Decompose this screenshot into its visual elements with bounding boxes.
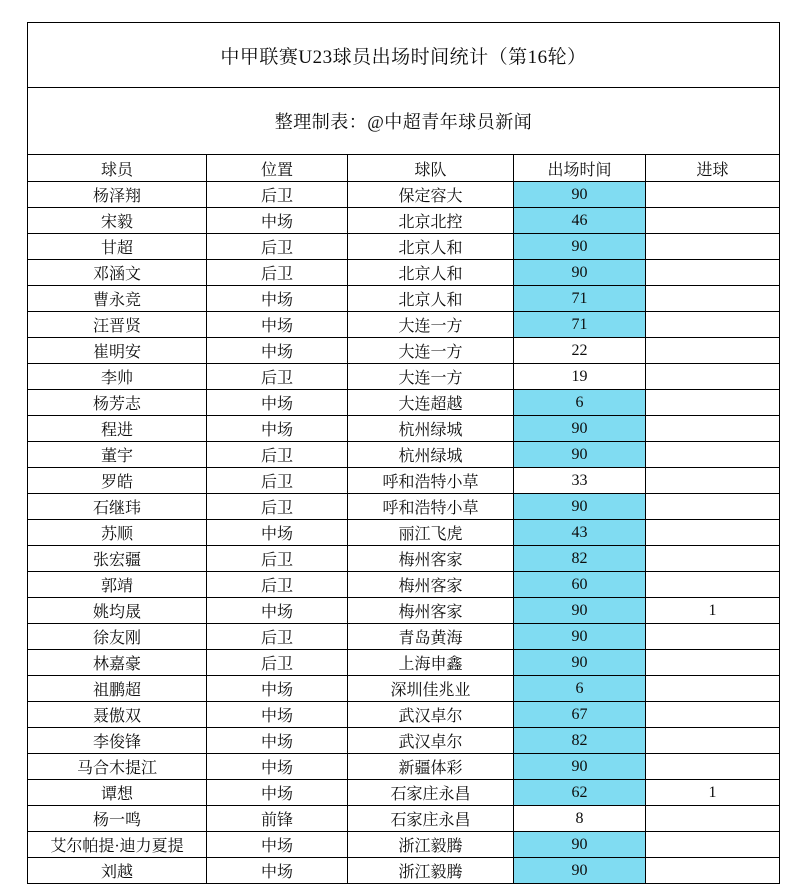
cell-player: 罗皓	[28, 468, 207, 494]
table-header-row	[28, 155, 780, 182]
cell-team: 武汉卓尔	[348, 702, 514, 728]
cell-position: 后卫	[207, 572, 348, 598]
cell-position: 中场	[207, 676, 348, 702]
cell-team: 梅州客家	[348, 598, 514, 624]
table-row	[28, 780, 780, 806]
cell-goals: 1	[646, 780, 780, 806]
cell-player: 杨一鸣	[28, 806, 207, 832]
cell-position: 后卫	[207, 442, 348, 468]
cell-player: 祖鹏超	[28, 676, 207, 702]
cell-minutes: 90	[514, 754, 646, 780]
cell-position: 后卫	[207, 494, 348, 520]
cell-minutes: 90	[514, 624, 646, 650]
title-row	[28, 23, 780, 88]
cell-minutes: 90	[514, 858, 646, 884]
cell-goals	[646, 806, 780, 832]
cell-position: 后卫	[207, 546, 348, 572]
table-row	[28, 416, 780, 442]
cell-team: 丽江飞虎	[348, 520, 514, 546]
cell-position: 中场	[207, 754, 348, 780]
cell-minutes: 43	[514, 520, 646, 546]
cell-team: 青岛黄海	[348, 624, 514, 650]
column-header-minutes: 出场时间	[514, 155, 646, 182]
table-row	[28, 390, 780, 416]
cell-goals	[646, 546, 780, 572]
cell-minutes: 71	[514, 286, 646, 312]
cell-player: 谭想	[28, 780, 207, 806]
cell-minutes: 46	[514, 208, 646, 234]
cell-player: 汪晋贤	[28, 312, 207, 338]
cell-goals	[646, 832, 780, 858]
column-header-goals: 进球	[646, 155, 780, 182]
table-row	[28, 312, 780, 338]
cell-player: 姚均晟	[28, 598, 207, 624]
cell-minutes: 90	[514, 442, 646, 468]
table-row	[28, 650, 780, 676]
cell-minutes: 90	[514, 650, 646, 676]
cell-team: 北京北控	[348, 208, 514, 234]
cell-team: 梅州客家	[348, 546, 514, 572]
cell-position: 后卫	[207, 260, 348, 286]
cell-position: 后卫	[207, 182, 348, 208]
cell-position: 后卫	[207, 624, 348, 650]
cell-team: 大连一方	[348, 364, 514, 390]
cell-minutes: 90	[514, 494, 646, 520]
cell-position: 中场	[207, 416, 348, 442]
cell-position: 中场	[207, 338, 348, 364]
cell-minutes: 90	[514, 182, 646, 208]
cell-team: 杭州绿城	[348, 442, 514, 468]
cell-position: 后卫	[207, 234, 348, 260]
cell-position: 中场	[207, 312, 348, 338]
cell-team: 武汉卓尔	[348, 728, 514, 754]
cell-minutes: 90	[514, 416, 646, 442]
cell-goals	[646, 520, 780, 546]
cell-team: 石家庄永昌	[348, 780, 514, 806]
cell-minutes: 67	[514, 702, 646, 728]
cell-position: 中场	[207, 832, 348, 858]
cell-goals	[646, 624, 780, 650]
table-row	[28, 338, 780, 364]
table-row	[28, 208, 780, 234]
cell-position: 中场	[207, 780, 348, 806]
cell-goals	[646, 312, 780, 338]
table-row	[28, 806, 780, 832]
cell-position: 中场	[207, 286, 348, 312]
statistics-sheet	[27, 22, 779, 884]
cell-team: 浙江毅腾	[348, 832, 514, 858]
cell-goals	[646, 234, 780, 260]
cell-goals	[646, 650, 780, 676]
cell-minutes: 82	[514, 728, 646, 754]
table-row	[28, 234, 780, 260]
cell-goals	[646, 442, 780, 468]
cell-position: 中场	[207, 390, 348, 416]
table-row	[28, 598, 780, 624]
cell-position: 后卫	[207, 468, 348, 494]
cell-minutes: 90	[514, 260, 646, 286]
table-row	[28, 754, 780, 780]
cell-goals	[646, 572, 780, 598]
cell-minutes: 8	[514, 806, 646, 832]
cell-player: 郭靖	[28, 572, 207, 598]
table-row	[28, 520, 780, 546]
table-row	[28, 494, 780, 520]
cell-goals	[646, 364, 780, 390]
cell-player: 聂傲双	[28, 702, 207, 728]
cell-player: 曹永竞	[28, 286, 207, 312]
cell-team: 呼和浩特小草	[348, 494, 514, 520]
cell-player: 崔明安	[28, 338, 207, 364]
cell-goals	[646, 728, 780, 754]
table-row	[28, 858, 780, 884]
cell-team: 保定容大	[348, 182, 514, 208]
cell-goals	[646, 260, 780, 286]
credit-subtitle: 整理制表：@中超青年球员新闻	[28, 88, 780, 155]
cell-player: 李俊锋	[28, 728, 207, 754]
table-row	[28, 260, 780, 286]
cell-team: 新疆体彩	[348, 754, 514, 780]
cell-goals	[646, 182, 780, 208]
table-row	[28, 468, 780, 494]
cell-team: 大连一方	[348, 338, 514, 364]
cell-team: 深圳佳兆业	[348, 676, 514, 702]
cell-team: 浙江毅腾	[348, 858, 514, 884]
cell-player: 徐友刚	[28, 624, 207, 650]
cell-player: 张宏疆	[28, 546, 207, 572]
cell-position: 后卫	[207, 364, 348, 390]
table-row	[28, 728, 780, 754]
cell-goals	[646, 338, 780, 364]
table-row	[28, 286, 780, 312]
cell-position: 中场	[207, 858, 348, 884]
table-row	[28, 572, 780, 598]
cell-position: 前锋	[207, 806, 348, 832]
page-title: 中甲联赛U23球员出场时间统计（第16轮）	[28, 23, 780, 88]
cell-goals	[646, 208, 780, 234]
cell-minutes: 62	[514, 780, 646, 806]
cell-position: 后卫	[207, 650, 348, 676]
cell-minutes: 71	[514, 312, 646, 338]
column-header-position: 位置	[207, 155, 348, 182]
cell-team: 呼和浩特小草	[348, 468, 514, 494]
cell-player: 杨芳志	[28, 390, 207, 416]
cell-player: 刘越	[28, 858, 207, 884]
cell-player: 李帅	[28, 364, 207, 390]
cell-team: 杭州绿城	[348, 416, 514, 442]
cell-player: 程进	[28, 416, 207, 442]
cell-team: 梅州客家	[348, 572, 514, 598]
cell-goals	[646, 286, 780, 312]
cell-goals	[646, 702, 780, 728]
table-row	[28, 546, 780, 572]
cell-goals	[646, 858, 780, 884]
cell-goals: 1	[646, 598, 780, 624]
cell-minutes: 82	[514, 546, 646, 572]
cell-goals	[646, 676, 780, 702]
table-row	[28, 442, 780, 468]
cell-team: 北京人和	[348, 234, 514, 260]
cell-goals	[646, 754, 780, 780]
cell-team: 大连超越	[348, 390, 514, 416]
cell-player: 宋毅	[28, 208, 207, 234]
cell-player: 杨泽翔	[28, 182, 207, 208]
cell-player: 苏顺	[28, 520, 207, 546]
table-row	[28, 702, 780, 728]
cell-team: 北京人和	[348, 286, 514, 312]
column-header-player: 球员	[28, 155, 207, 182]
cell-position: 中场	[207, 728, 348, 754]
cell-goals	[646, 390, 780, 416]
table-row	[28, 182, 780, 208]
table-row	[28, 624, 780, 650]
u23-minutes-table	[27, 22, 780, 884]
cell-player: 马合木提江	[28, 754, 207, 780]
cell-team: 北京人和	[348, 260, 514, 286]
table-row	[28, 676, 780, 702]
cell-goals	[646, 416, 780, 442]
cell-minutes: 90	[514, 832, 646, 858]
cell-player: 邓涵文	[28, 260, 207, 286]
cell-player: 董宇	[28, 442, 207, 468]
cell-team: 上海申鑫	[348, 650, 514, 676]
cell-position: 中场	[207, 598, 348, 624]
cell-player: 林嘉豪	[28, 650, 207, 676]
cell-minutes: 60	[514, 572, 646, 598]
cell-minutes: 33	[514, 468, 646, 494]
cell-position: 中场	[207, 702, 348, 728]
cell-goals	[646, 494, 780, 520]
cell-minutes: 6	[514, 390, 646, 416]
cell-team: 石家庄永昌	[348, 806, 514, 832]
cell-position: 中场	[207, 520, 348, 546]
cell-team: 大连一方	[348, 312, 514, 338]
cell-minutes: 22	[514, 338, 646, 364]
cell-player: 石继玮	[28, 494, 207, 520]
cell-player: 甘超	[28, 234, 207, 260]
cell-position: 中场	[207, 208, 348, 234]
cell-minutes: 6	[514, 676, 646, 702]
cell-player: 艾尔帕提·迪力夏提	[28, 832, 207, 858]
table-row	[28, 364, 780, 390]
subtitle-row	[28, 88, 780, 155]
cell-minutes: 19	[514, 364, 646, 390]
cell-goals	[646, 468, 780, 494]
table-row	[28, 832, 780, 858]
column-header-team: 球队	[348, 155, 514, 182]
cell-minutes: 90	[514, 234, 646, 260]
cell-minutes: 90	[514, 598, 646, 624]
